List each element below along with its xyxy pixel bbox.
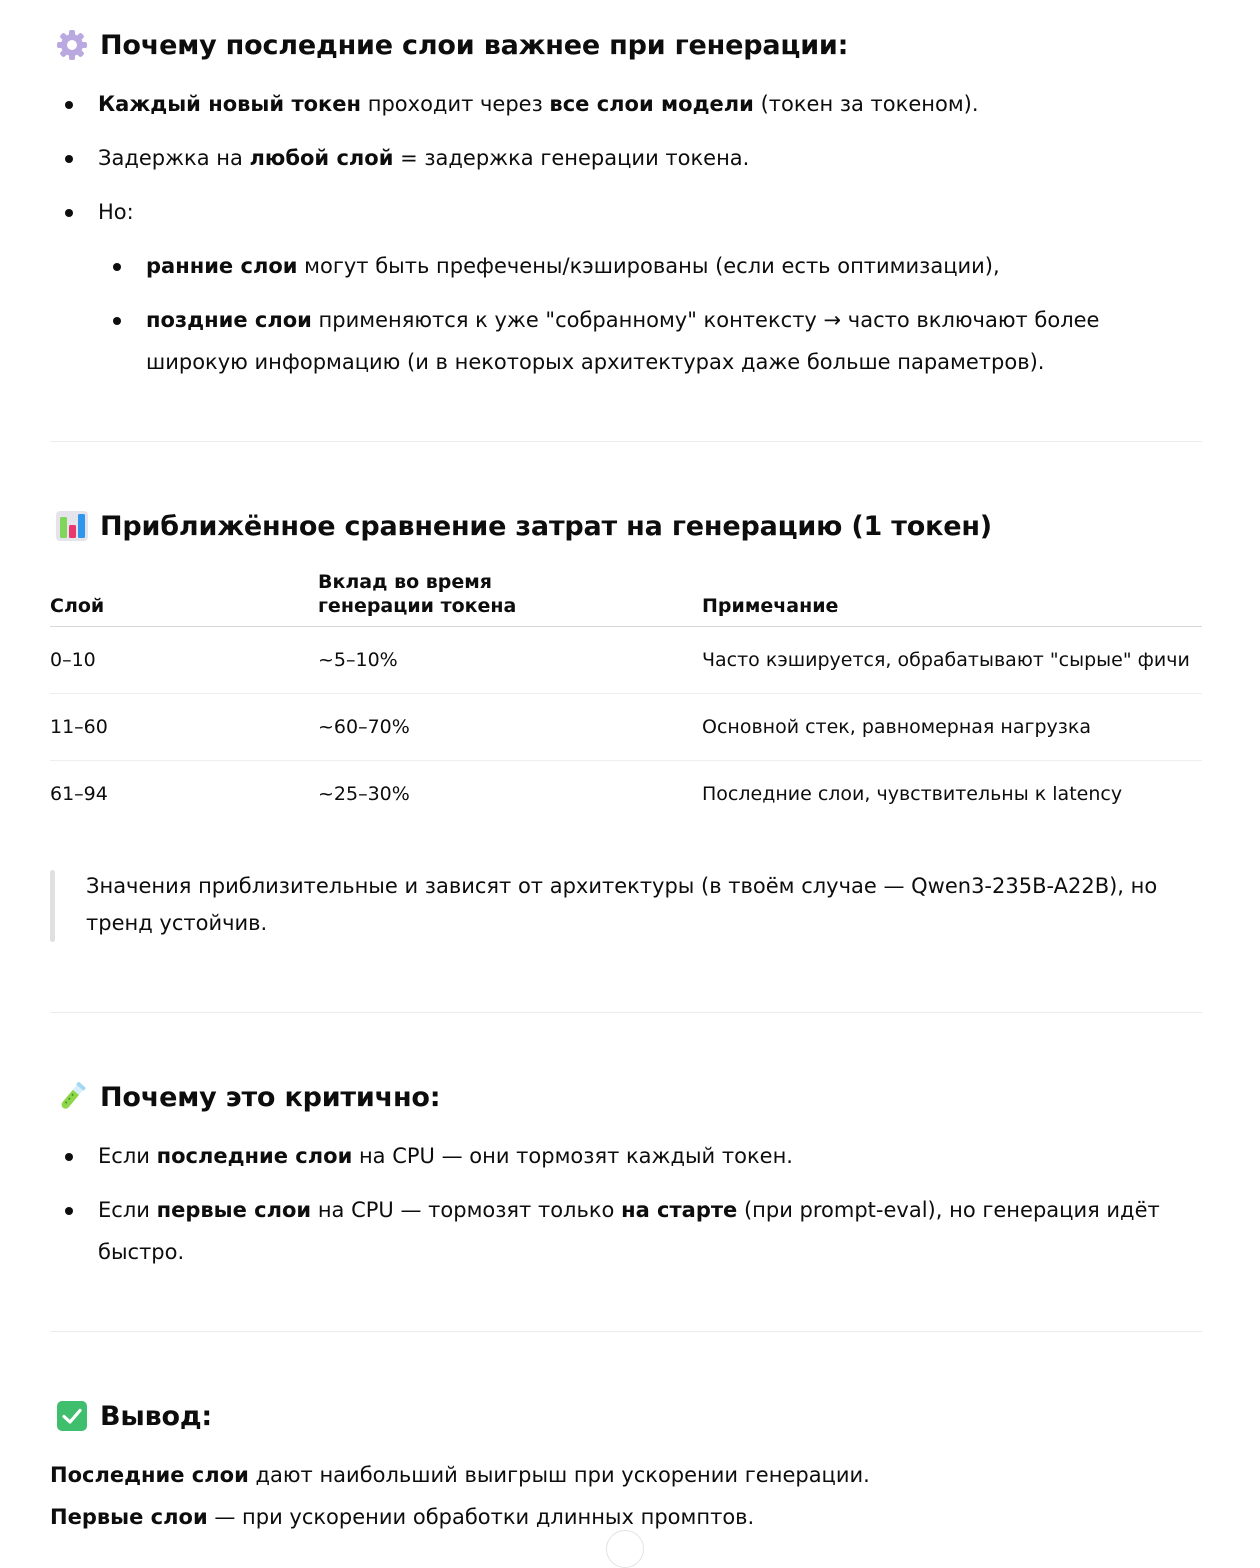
cost-table [50, 570, 1202, 827]
heading-why-last-layers [50, 27, 848, 63]
table-row [50, 627, 1202, 694]
column-header-contribution: Вклад во время генерации токена [318, 570, 702, 627]
list-item: Если первые слои на CPU — тормозят только на старте (при prompt-eval), но генерация идёт быстро. [98, 1189, 1202, 1273]
list-item: Но: [98, 191, 1202, 233]
gear-icon [54, 27, 90, 63]
column-header-note: Примечание [702, 570, 1202, 627]
bar-chart-icon [54, 508, 90, 544]
cell-note: Последние слои, чувствительны к latency [702, 783, 1123, 805]
divider [50, 441, 1202, 442]
cell-contribution: ~60–70% [318, 694, 702, 761]
list-item: Каждый новый токен проходит через все слои модели (токен за токеном). [98, 83, 1202, 125]
check-mark-icon [54, 1398, 90, 1434]
table-row [50, 761, 1202, 828]
scroll-to-bottom-button[interactable] [606, 1530, 644, 1568]
cell-layer: 11–60 [50, 694, 318, 761]
table-header-row [50, 570, 1202, 627]
conclusion-line: Последние слои дают наибольший выигрыш при ускорении генерации. [50, 1463, 870, 1487]
heading-text: Почему это критично: [100, 1081, 441, 1113]
heading-cost-comparison [50, 508, 992, 544]
cell-layer: 61–94 [50, 783, 108, 805]
cell-contribution: ~5–10% [318, 627, 702, 694]
cell-contribution: ~25–30% [318, 783, 410, 805]
blockquote-note: Значения приблизительные и зависят от архитектуры (в твоём случае — Qwen3-235B-A22B), но тренд устойчив. [50, 868, 1180, 942]
heading-text: Приближённое сравнение затрат на генерацию (1 токен) [100, 510, 992, 542]
sub-list-item: ранние слои могут быть префечены/кэшированы (если есть оптимизации), [146, 245, 1202, 287]
test-tube-icon [54, 1079, 90, 1115]
heading-why-critical [50, 1079, 440, 1115]
heading-conclusion [50, 1398, 212, 1434]
divider [50, 1012, 1202, 1013]
conclusion-line: Первые слои — при ускорении обработки длинных промптов. [50, 1505, 755, 1529]
table-row [50, 694, 1202, 761]
column-header-layer: Слой [50, 570, 318, 627]
cell-note: Основной стек, равномерная нагрузка [702, 694, 1202, 761]
list-item: Задержка на любой слой = задержка генерации токена. [98, 137, 1202, 179]
cell-layer: 0–10 [50, 627, 318, 694]
divider [50, 1331, 1202, 1332]
heading-text: Почему последние слои важнее при генерации: [100, 29, 849, 61]
cell-note: Часто кэшируется, обрабатывают "сырые" фичи [702, 627, 1202, 694]
heading-text: Вывод: [100, 1400, 213, 1432]
sub-list-item: поздние слои применяются к уже "собранному" контексту → часто включают более широкую информацию (и в некоторых архитектурах даже больше параметров). [146, 299, 1202, 383]
list-item: Если последние слои на CPU — они тормозят каждый токен. [98, 1135, 1202, 1177]
